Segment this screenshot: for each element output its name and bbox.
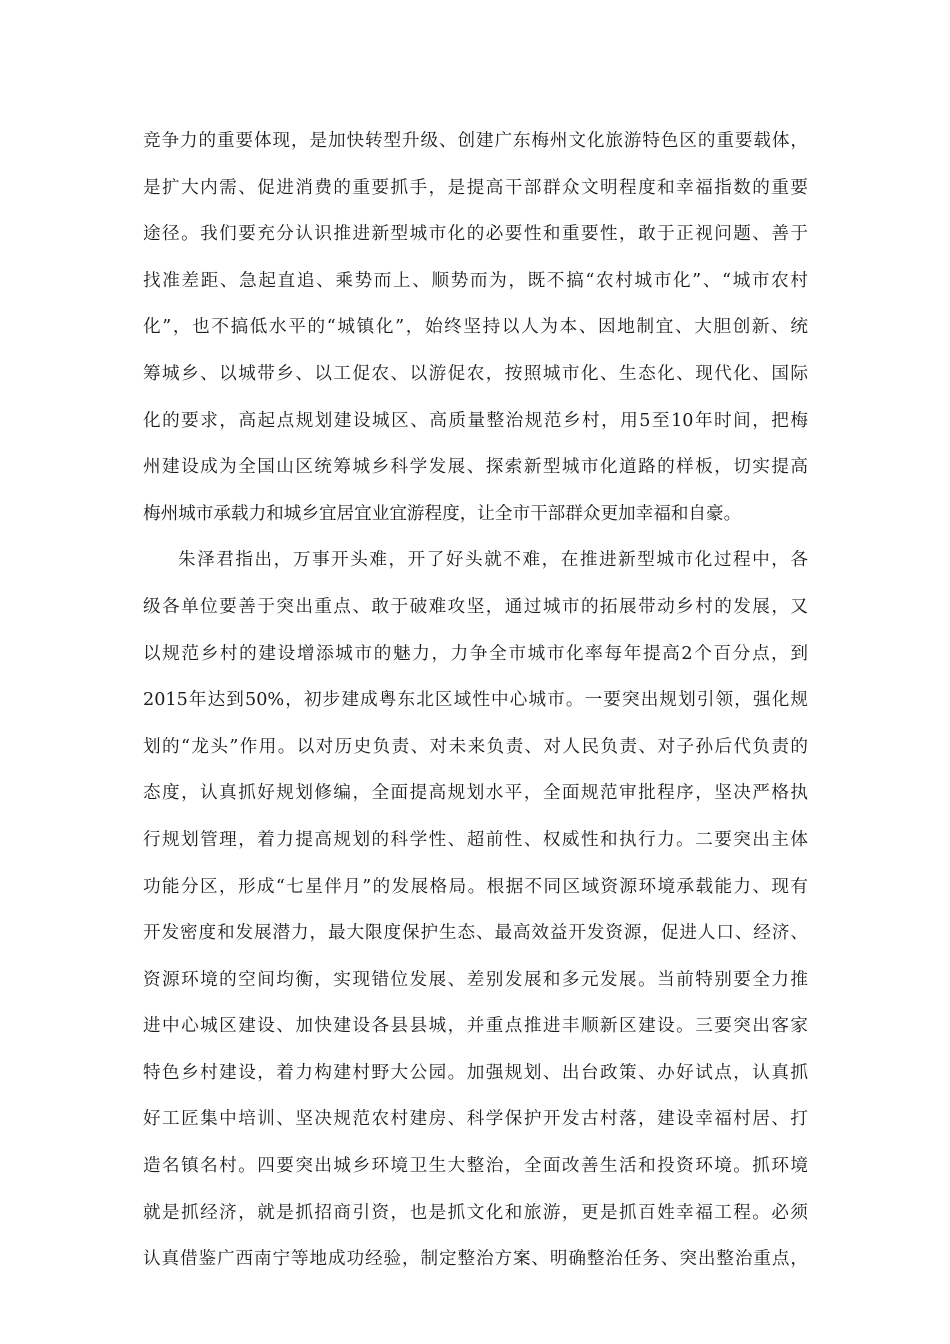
text-line: 途径。我们要充分认识推进新型城市化的必要性和重要性，敢于正视问题、善于 [143,224,808,245]
text-line: 进中心城区建设、加快建设各县县城，并重点推进丰顺新区建设。三要突出客家 [143,1016,808,1037]
text-line: 特色乡村建设，着力构建村野大公园。加强规划、出台政策、办好试点，认真抓 [143,1062,808,1083]
text-line: 化的要求，高起点规划建设城区、高质量整治规范乡村，用5至10年时间，把梅 [143,410,808,431]
text-line: 竞争力的重要体现，是加快转型升级、创建广东梅州文化旅游特色区的重要载体， [143,131,808,151]
paragraph-2 [143,537,808,1283]
text-line: 开发密度和发展潜力，最大限度保护生态、最高效益开发资源，促进人口、经济、 [143,923,808,944]
text-line: 是扩大内需、促进消费的重要抓手，是提高干部群众文明程度和幸福指数的重要 [143,177,808,198]
text-line: 朱泽君指出，万事开头难，开了好头就不难，在推进新型城市化过程中，各 [178,550,808,571]
text-line: 好工匠集中培训、坚决规范农村建房、科学保护开发古村落，建设幸福村居、打 [143,1109,808,1130]
text-line: 2015年达到50%，初步建成粤东北区域性中心城市。一要突出规划引领，强化规 [143,690,808,711]
text-line: 就是抓经济，就是抓招商引资，也是抓文化和旅游，更是抓百姓幸福工程。必须 [143,1202,808,1223]
text-line: 以规范乡村的建设增添城市的魅力，力争全市城市化率每年提高2个百分点，到 [143,643,808,664]
text-line: 态度，认真抓好规划修编，全面提高规划水平，全面规范审批程序，坚决严格执 [143,783,808,804]
text-line: 找准差距、急起直追、乘势而上、顺势而为，既不搞“农村城市化”、“城市农村 [143,270,808,291]
body-text [143,118,808,1283]
text-line: 资源环境的空间均衡，实现错位发展、差别发展和多元发展。当前特别要全力推 [143,969,808,990]
text-line: 划的“龙头”作用。以对历史负责、对未来负责、对人民负责、对子孙后代负责的 [143,736,808,757]
text-line: 梅州城市承载力和城乡宜居宜业宜游程度，让全市干部群众更加幸福和自豪。 [143,503,742,524]
paragraph-1 [143,118,808,537]
text-line: 功能分区，形成“七星伴月”的发展格局。根据不同区域资源环境承载能力、现有 [143,876,808,897]
text-line: 州建设成为全国山区统筹城乡科学发展、探索新型城市化道路的样板，切实提高 [143,457,808,478]
text-line: 筹城乡、以城带乡、以工促农、以游促农，按照城市化、生态化、现代化、国际 [143,363,808,384]
text-line: 行规划管理，着力提高规划的科学性、超前性、权威性和执行力。二要突出主体 [143,829,808,850]
text-line: 级各单位要善于突出重点、敢于破难攻坚，通过城市的拓展带动乡村的发展，又 [143,596,808,617]
text-line: 化”，也不搞低水平的“城镇化”，始终坚持以人为本、因地制宜、大胆创新、统 [143,317,808,338]
text-line: 造名镇名村。四要突出城乡环境卫生大整治，全面改善生活和投资环境。抓环境 [143,1156,808,1177]
text-line: 认真借鉴广西南宁等地成功经验，制定整治方案、明确整治任务、突出整治重点， [143,1249,808,1270]
